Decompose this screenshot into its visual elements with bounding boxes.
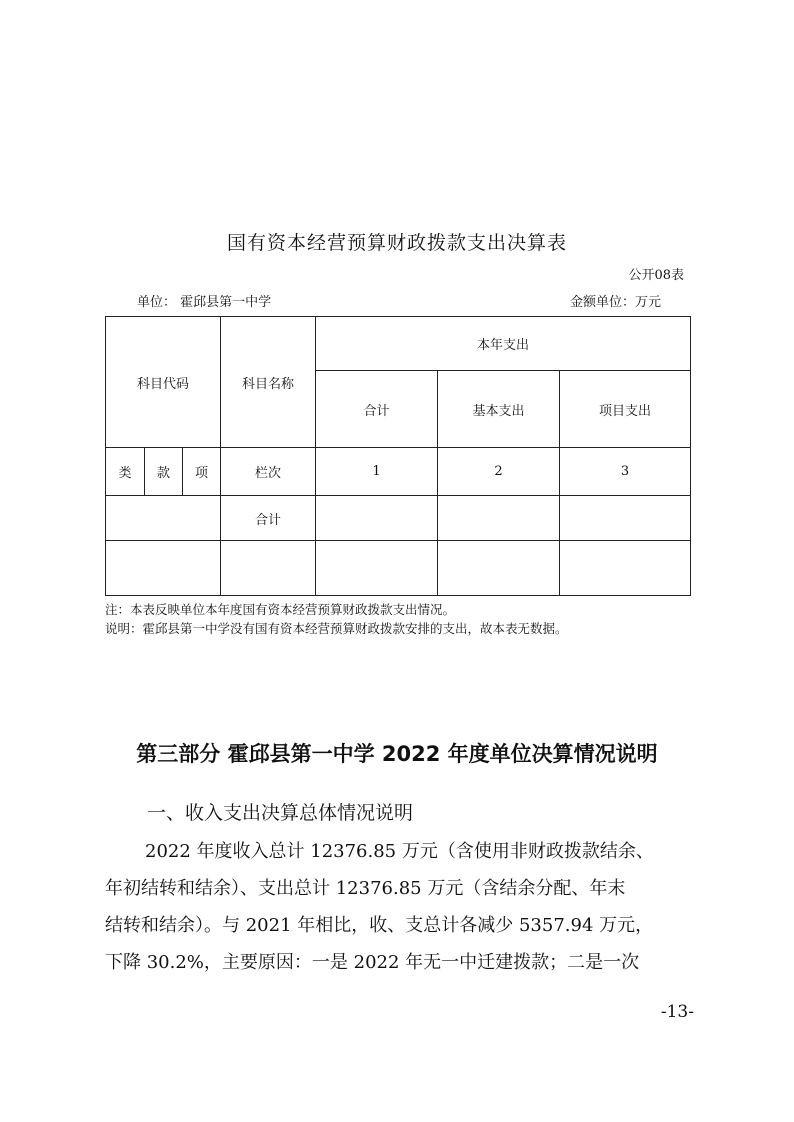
table-title: 国有资本经营预算财政拨款支出决算表	[226, 232, 567, 254]
empty-row-basic	[438, 541, 560, 596]
summary-paragraph	[105, 833, 693, 981]
header-subject-code: 科目代码	[106, 317, 221, 448]
label-column-index: 栏次	[221, 448, 316, 496]
header-total: 合计	[316, 371, 438, 448]
total-row-label: 合计	[221, 496, 316, 541]
label-xiang: 项	[183, 448, 221, 496]
label-col-2: 2	[438, 448, 560, 496]
part-heading: 第三部分 霍邱县第一中学 2022 年度单位决算情况说明	[136, 742, 658, 766]
header-subject-name: 科目名称	[221, 317, 316, 448]
paragraph-line: 2022 年度收入总计 12376.85 万元（含使用非财政拨款结余、	[145, 841, 654, 862]
empty-row-total	[316, 541, 438, 596]
budget-table	[105, 316, 691, 596]
total-row-total	[316, 496, 438, 541]
table-explanation: 说明：霍邱县第一中学没有国有资本经营预算财政拨款安排的支出，故本表无数据。	[105, 621, 568, 636]
reporting-unit: 单位： 霍邱县第一中学	[137, 295, 272, 310]
total-row-code	[106, 496, 221, 541]
page-number: -13-	[660, 1002, 694, 1022]
empty-row-project	[560, 541, 691, 596]
total-row-basic	[438, 496, 560, 541]
label-lei: 类	[106, 448, 145, 496]
empty-row-code	[106, 541, 221, 596]
label-col-3: 3	[560, 448, 691, 496]
paragraph-line: 下降 30.2%，主要原因：一是 2022 年无一中迁建拨款；二是一次	[105, 952, 640, 973]
form-code: 公开08表	[628, 268, 684, 283]
empty-row-name	[221, 541, 316, 596]
amount-unit: 金额单位：万元	[569, 295, 661, 310]
total-row-project	[560, 496, 691, 541]
paragraph-line: 结转和结余）。与 2021 年相比，收、支总计各减少 5357.94 万元，	[105, 915, 654, 936]
section-heading: 一、收入支出决算总体情况说明	[147, 802, 414, 824]
label-col-1: 1	[316, 448, 438, 496]
header-current-year-expense: 本年支出	[316, 317, 691, 371]
label-kuan: 款	[145, 448, 183, 496]
table-note: 注：本表反映单位本年度国有资本经营预算财政拨款支出情况。	[105, 602, 456, 617]
header-basic: 基本支出	[438, 371, 560, 448]
paragraph-line: 年初结转和结余）、支出总计 12376.85 万元（含结余分配、年末	[105, 878, 626, 899]
header-project: 项目支出	[560, 371, 691, 448]
